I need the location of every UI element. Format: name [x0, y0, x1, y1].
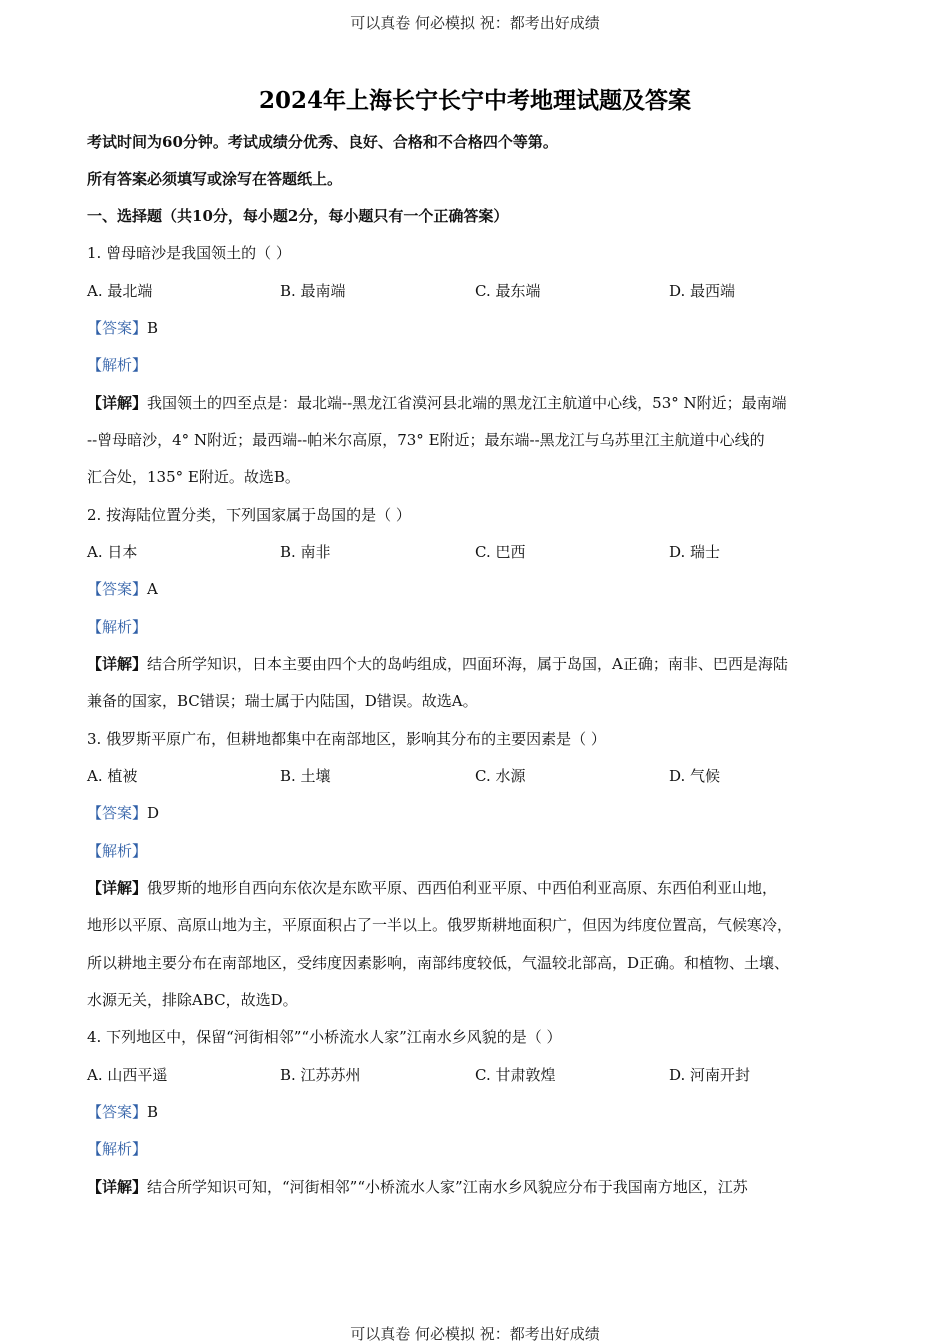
page-footer: 可以真卷 何必模拟 祝：都考出好成绩 [350, 1325, 600, 1343]
detail-text: 结合所学知识，日本主要由四个大的岛屿组成，四面环海，属于岛国，A正确；南非、巴西是海陆 [147, 655, 788, 673]
question-3-detail-4: 水源无关，排除ABC，故选D。 [87, 991, 298, 1009]
question-2-option-c: C. 巴西 [475, 543, 526, 561]
question-2-answer [87, 578, 877, 600]
question-4-analysis-label: 【解析】 [87, 1140, 148, 1158]
section-heading: 一、选择题（共10分，每小题2分，每小题只有一个正确答案） [87, 207, 509, 225]
question-2-option-b: B. 南非 [280, 543, 331, 561]
detail-label: 【详解】 [87, 1178, 148, 1196]
answer-label: 【答案】 [87, 804, 148, 822]
detail-text: 结合所学知识可知，“河街相邻”“小桥流水人家”江南水乡风貌应分布于我国南方地区，江苏 [147, 1178, 748, 1196]
question-4-detail-1 [87, 1176, 877, 1198]
intro-line-1: 考试时间为60分钟。考试成绩分优秀、良好、合格和不合格四个等第。 [87, 133, 558, 151]
question-3-detail-1 [87, 877, 877, 899]
question-3-option-a: A. 植被 [87, 767, 138, 785]
question-4-stem: 4. 下列地区中，保留“河街相邻”“小桥流水人家”江南水乡风貌的是（ ） [87, 1028, 562, 1046]
question-2-stem: 2. 按海陆位置分类，下列国家属于岛国的是（ ） [87, 506, 411, 524]
question-4-option-d: D. 河南开封 [669, 1066, 751, 1084]
question-4-answer [87, 1101, 877, 1123]
question-1-detail-2: --曾母暗沙，4° N附近；最西端--帕米尔高原，73° E附近；最东端--黑龙江与乌苏里江主航道中心线的 [87, 431, 765, 449]
question-2-detail-2: 兼备的国家，BC错误；瑞士属于内陆国，D错误。故选A。 [87, 692, 478, 710]
question-1-option-c: C. 最东端 [475, 282, 541, 300]
question-1-option-d: D. 最西端 [669, 282, 736, 300]
question-2-option-d: D. 瑞士 [669, 543, 721, 561]
detail-label: 【详解】 [87, 879, 148, 897]
question-1-option-a: A. 最北端 [87, 282, 153, 300]
answer-value: B [147, 1103, 159, 1121]
question-2-analysis-label: 【解析】 [87, 618, 148, 636]
question-1-detail-1 [87, 392, 877, 414]
answer-label: 【答案】 [87, 580, 148, 598]
detail-text: 我国领土的四至点是：最北端--黑龙江省漠河县北端的黑龙江主航道中心线，53° N附近；最南端 [147, 394, 787, 412]
page-header: 可以真卷 何必模拟 祝：都考出好成绩 [350, 14, 600, 32]
question-3-option-b: B. 土壤 [280, 767, 331, 785]
question-3-stem: 3. 俄罗斯平原广布，但耕地都集中在南部地区，影响其分布的主要因素是（ ） [87, 730, 606, 748]
question-1-stem: 1. 曾母暗沙是我国领土的（ ） [87, 244, 291, 262]
question-1-answer [87, 317, 877, 339]
question-4-option-b: B. 江苏苏州 [280, 1066, 361, 1084]
question-3-answer [87, 802, 877, 824]
question-3-analysis-label: 【解析】 [87, 842, 148, 860]
question-1-analysis-label: 【解析】 [87, 356, 148, 374]
detail-label: 【详解】 [87, 394, 148, 412]
question-3-option-c: C. 水源 [475, 767, 526, 785]
answer-value: D [147, 804, 160, 822]
question-3-option-d: D. 气候 [669, 767, 721, 785]
question-3-detail-3: 所以耕地主要分布在南部地区，受纬度因素影响，南部纬度较低，气温较北部高，D正确。和植物、土壤、 [87, 954, 790, 972]
answer-label: 【答案】 [87, 1103, 148, 1121]
question-3-detail-2: 地形以平原、高原山地为主，平原面积占了一半以上。俄罗斯耕地面积广，但因为纬度位置高，气候寒冷， [87, 916, 793, 934]
question-2-detail-1 [87, 653, 877, 675]
page-title: 2024年上海长宁长宁中考地理试题及答案 [258, 87, 691, 114]
detail-label: 【详解】 [87, 655, 148, 673]
answer-label: 【答案】 [87, 319, 148, 337]
question-2-option-a: A. 日本 [87, 543, 138, 561]
intro-line-2: 所有答案必须填写或涂写在答题纸上。 [87, 170, 343, 188]
answer-value: B [147, 319, 159, 337]
answer-value: A [147, 580, 158, 598]
detail-text: 俄罗斯的地形自西向东依次是东欧平原、西西伯利亚平原、中西伯利亚高原、东西伯利亚山地， [147, 879, 778, 897]
question-1-detail-3: 汇合处，135° E附近。故选B。 [87, 468, 300, 486]
question-4-option-a: A. 山西平遥 [87, 1066, 168, 1084]
question-1-option-b: B. 最南端 [280, 282, 346, 300]
question-4-option-c: C. 甘肃敦煌 [475, 1066, 556, 1084]
